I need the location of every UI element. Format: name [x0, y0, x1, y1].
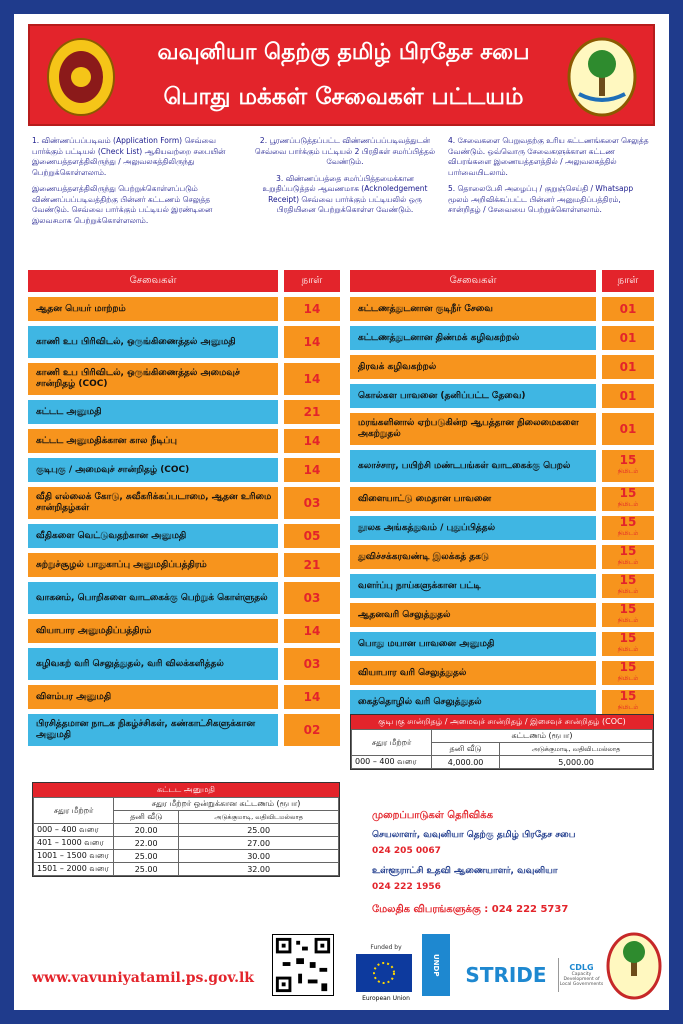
right-days-cell	[602, 355, 654, 379]
right-service-row: பொது மயான பாவனை அனுமதி	[350, 632, 596, 656]
left-service-row: குடிபுகு / அமைவுச் சான்றிதழ் (COC)	[28, 458, 278, 482]
right-days-unit: நிமிடம்	[617, 588, 639, 595]
right-days-cell	[602, 690, 654, 714]
coc-fee-table	[350, 714, 654, 770]
building-col-house: தனி வீடு	[114, 811, 179, 824]
cdlg-logo	[558, 958, 604, 992]
right-days-unit: நிமிடம்	[617, 468, 639, 475]
left-days-value: 14	[303, 433, 321, 448]
left-days-value: 14	[303, 462, 321, 477]
left-days-cell	[284, 458, 340, 482]
left-days-cell	[284, 553, 340, 577]
coc-other-fee: 5,000.00	[500, 756, 653, 769]
left-days-value: 03	[303, 495, 321, 510]
right-days-cell	[602, 450, 654, 482]
council-name: வவுனியா தெற்கு தமிழ் பிரதேச சபை	[157, 40, 530, 65]
left-days-value: 14	[303, 334, 321, 349]
left-service-row: வாகனம், பொறிகளை வாடகைக்கு பெற்றுக் கொள்ளுதல்	[28, 582, 278, 614]
right-days-value: 15	[619, 602, 637, 616]
sri-lanka-emblem-icon	[44, 36, 118, 118]
table-row	[34, 837, 339, 850]
left-days-cell	[284, 714, 340, 746]
council-logo-icon	[565, 36, 639, 118]
table-row	[34, 850, 339, 863]
funded-by-label: Funded by	[370, 943, 402, 951]
stride-logo: STRIDE	[465, 963, 547, 987]
right-days-value: 15	[619, 689, 637, 703]
building-col-area: சதுர மீற்றர்	[34, 798, 114, 824]
step-text: 3. விண்ணப்பத்தை சமர்ப்பித்தமைக்கான உறுதிப்படுத்தல் ஆவணமாக (Acknoledgement Receipt) செவ்வை பார்க்கும் பட்டியலில் ஒரு பிரதியினை பெற்றுக்கொள்ள வேண்டும்.	[262, 173, 428, 214]
right-days-unit: நிமிடம்	[617, 646, 639, 653]
building-other-cell: 27.00	[179, 837, 339, 850]
right-days-cell	[602, 545, 654, 569]
left-days-value: 21	[303, 404, 321, 419]
left-service-row: விளம்பர அனுமதி	[28, 685, 278, 709]
footer	[14, 914, 669, 1010]
right-days-value: 01	[619, 359, 637, 374]
complaints-phone-1: 024 205 0067	[372, 846, 441, 856]
right-days-value: 15	[619, 486, 637, 500]
right-days-value: 01	[619, 388, 637, 403]
right-service-row: திரவக் கழிவகற்றல்	[350, 355, 596, 379]
cdlg-sub-label: Capacity Development of Local Governments	[559, 972, 604, 987]
table-row	[352, 756, 653, 769]
right-days-value: 15	[619, 544, 637, 558]
building-other-cell: 32.00	[179, 863, 339, 876]
left-days-value: 03	[303, 590, 321, 605]
left-days-value: 14	[303, 623, 321, 638]
left-days-value: 05	[303, 528, 321, 543]
right-days-value: 01	[619, 421, 637, 436]
right-service-row: கொல்கள பாவனை (தனிப்பட்ட தேவை)	[350, 384, 596, 408]
left-days-value: 21	[303, 557, 321, 572]
building-house-cell: 22.00	[114, 837, 179, 850]
left-service-row: வீதி எல்லைக் கோடு, சுவீகரிக்கப்படாமை, ஆதன உரிமை சான்றிதழ்கள்	[28, 487, 278, 519]
right-service-row: மரங்களினால் ஏற்படுகின்ற ஆபத்தான நிலைமைகளை அகற்றுதல்	[350, 413, 596, 445]
right-days-cell	[602, 516, 654, 540]
left-service-row: சுற்றுச்சூழல் பாதுகாப்பு அனுமதிப்பத்திரம்	[28, 553, 278, 577]
left-service-row: வியாபார அனுமதிப்பத்திரம்	[28, 619, 278, 643]
instructions-col-2	[250, 136, 440, 222]
left-days-cell	[284, 297, 340, 321]
building-range-cell: 401 – 1000 வரை	[34, 837, 114, 850]
right-days-cell	[602, 326, 654, 350]
left-service-row: கட்டட அனுமதி	[28, 400, 278, 424]
coc-col-other: அடுக்குமாடி, வதிவிடமல்லாத	[500, 743, 653, 756]
page-title: பொது மக்கள் சேவைகள் பட்டயம்	[163, 84, 524, 110]
step-text: 5. தொலைபேசி அழைப்பு / குறுஞ்செய்தி / Whatsapp மூலம் அறிவிக்கப்பட்ட பின்னர் அனுமதிப்பத்திரம், சான்றிதழ் / சேவையை பெற்றுக்கொள்ளலாம்.	[448, 184, 634, 214]
table-row	[34, 824, 339, 837]
building-house-cell: 25.00	[114, 863, 179, 876]
right-days-value: 15	[619, 515, 637, 529]
right-service-row: ஆதனவரி செலுத்துதல்	[350, 603, 596, 627]
left-service-row: காணி உப பிரிவிடல், ஒருங்கிணைத்தல் அனுமதி	[28, 326, 278, 358]
left-service-header: சேவைகள்	[28, 270, 278, 292]
building-house-cell: 25.00	[114, 850, 179, 863]
right-days-cell	[602, 384, 654, 408]
building-fee-table	[32, 782, 340, 877]
building-col-other: அடுக்குமாடி, வதிவிடமல்லாத	[179, 811, 339, 824]
right-days-cell	[602, 413, 654, 445]
step-text: 4. சேவைகளை பெறுவதற்கு உரிய கட்டணங்களை செலுத்த வேண்டும். ஒவ்வொரு சேவைகளுக்கான கட்டண விபரங்களை இணையத்தளத்தில் / அலுவலகத்தில் பார்வையிடலாம்.	[448, 136, 649, 177]
complaints-line-1: செயலாளர், வவுனியா தெற்கு தமிழ் பிரதேச சபை	[372, 830, 576, 840]
instructions-col-1	[32, 136, 242, 232]
right-service-row: கட்டணத்துடனான குடிநீர் சேவை	[350, 297, 596, 321]
left-days-cell	[284, 619, 340, 643]
left-days-cell	[284, 685, 340, 709]
left-days-cell	[284, 363, 340, 395]
header-banner	[28, 24, 655, 126]
right-service-row: கைத்தொழில் வரி செலுத்துதல்	[350, 690, 596, 714]
left-days-cell	[284, 524, 340, 548]
right-service-row: வளர்ப்பு நாய்களுக்கான பட்டி	[350, 574, 596, 598]
right-days-cell	[602, 297, 654, 321]
coc-col-house: தனி வீடு	[432, 743, 500, 756]
left-service-row: வீதிகளை வெட்டுவதற்கான அனுமதி	[28, 524, 278, 548]
building-fee-caption: கட்டட அனுமதி	[33, 783, 339, 797]
right-days-cell	[602, 574, 654, 598]
undp-label: UNDP	[432, 953, 440, 977]
cdlg-label: CDLG	[569, 963, 594, 972]
right-service-row: துவிச்சக்கரவண்டி இலக்கத் தகடு	[350, 545, 596, 569]
building-range-cell: 1001 – 1500 வரை	[34, 850, 114, 863]
left-service-row: கழிவகற் வரி செலுத்துதல், வரி விலக்களித்தல்	[28, 648, 278, 680]
right-days-unit: நிமிடம்	[617, 617, 639, 624]
right-service-row: நூலக அங்கத்துவம் / புதுப்பித்தல்	[350, 516, 596, 540]
building-other-cell: 30.00	[179, 850, 339, 863]
left-days-value: 14	[303, 301, 321, 316]
undp-logo	[422, 934, 450, 996]
left-days-value: 14	[303, 371, 321, 386]
building-col-fee: சதுர மீற்றர் ஒன்றுக்கான கட்டணம் (ரூபா)	[114, 798, 339, 811]
eu-label: European Union	[362, 994, 410, 1002]
coc-house-fee: 4,000.00	[432, 756, 500, 769]
step-text: 2. பூரணப்படுத்தப்பட்ட விண்ணப்பப்படிவத்துடன் செவ்வை பார்க்கும் பட்டியல் 2 பிரதிகள் சமர்ப்பித்தல் வேண்டும்.	[254, 136, 436, 166]
building-range-cell: 1501 – 2000 வரை	[34, 863, 114, 876]
right-days-value: 15	[619, 453, 637, 467]
more-info-label: மேலதிக விபரங்களுக்கு :	[372, 904, 489, 915]
right-days-unit: நிமிடம்	[617, 501, 639, 508]
left-service-row: ஆதன பெயர் மாற்றம்	[28, 297, 278, 321]
right-days-unit: நிமிடம்	[617, 675, 639, 682]
right-days-cell	[602, 487, 654, 511]
right-days-value: 01	[619, 330, 637, 345]
step-text: இணையத்தளத்திலிருந்து பெற்றுக்கொள்ளப்படும் விண்ணப்பப்படிவத்திற்கு பின்னர் கட்டணம் செலுத்த வேண்டும். செவ்வை பார்க்கும் பட்டியல் இரண்டினை இலவசமாக பெற்றுக்கொள்ளலாம்.	[32, 184, 213, 225]
left-service-row: காணி உப பிரிவிடல், ஒருங்கிணைத்தல் அமைவுச் சான்றிதழ் (COC)	[28, 363, 278, 395]
left-service-row: கட்டட அனுமதிக்கான கால நீடிப்பு	[28, 429, 278, 453]
eu-flag-icon	[356, 954, 412, 992]
website-link[interactable]: www.vavuniyatamil.ps.gov.lk	[32, 970, 254, 986]
left-days-cell	[284, 582, 340, 614]
right-days-cell	[602, 632, 654, 656]
district-emblem-icon	[606, 932, 662, 1000]
left-days-cell	[284, 487, 340, 519]
left-days-header: நாள்	[284, 270, 340, 292]
poster	[14, 14, 669, 1010]
right-days-unit: நிமிடம்	[617, 559, 639, 566]
right-days-cell	[602, 661, 654, 685]
coc-fee-caption: குடிபுகு சான்றிதழ் / அமைவுச் சான்றிதழ் / இசைவுச் சான்றிதழ் (COC)	[351, 715, 653, 729]
left-days-cell	[284, 326, 340, 358]
right-days-header: நாள்	[602, 270, 654, 292]
right-service-row: விளையாட்டு மைதான பாவனை	[350, 487, 596, 511]
complaints-line-2: உள்ளூராட்சி உதவி ஆணையாளர், வவுனியா	[372, 866, 558, 876]
complaints-phone-2: 024 222 1956	[372, 882, 441, 892]
left-days-value: 02	[303, 722, 321, 737]
right-days-value: 15	[619, 660, 637, 674]
step-text: 1. விண்ணப்பப்படிவம் (Application Form) செவ்வை பார்க்கும் பட்டியல் (Check List) ஆகியவற்றை சபையின் இணையத்தளத்திலிருந்து / அலுவலகத்திலிருந்து பெற்றுக்கொள்ளலாம்.	[32, 136, 226, 177]
right-days-value: 01	[619, 301, 637, 316]
building-other-cell: 25.00	[179, 824, 339, 837]
coc-range: 000 – 400 வரை	[352, 756, 432, 769]
right-service-row: கட்டணத்துடனான திண்மக் கழிவகற்றல்	[350, 326, 596, 350]
left-days-cell	[284, 429, 340, 453]
building-range-cell: 000 – 400 வரை	[34, 824, 114, 837]
right-days-unit: நிமிடம்	[617, 530, 639, 537]
left-days-cell	[284, 400, 340, 424]
right-service-row: கலாச்சார, பயிற்சி மண்டபங்கள் வாடகைக்கு பெறல்	[350, 450, 596, 482]
qr-code-icon	[272, 934, 334, 996]
left-days-value: 14	[303, 689, 321, 704]
complaints-heading: முறைப்பாடுகள் தெரிவிக்க	[372, 810, 493, 821]
coc-col-area: சதுர மீற்றர்	[352, 730, 432, 756]
left-days-value: 03	[303, 656, 321, 671]
building-house-cell: 20.00	[114, 824, 179, 837]
left-days-cell	[284, 648, 340, 680]
instructions-col-3	[448, 136, 653, 222]
more-info-phone: 024 222 5737	[491, 904, 569, 915]
right-days-value: 15	[619, 631, 637, 645]
right-service-header: சேவைகள்	[350, 270, 596, 292]
right-days-unit: நிமிடம்	[617, 704, 639, 711]
right-days-cell	[602, 603, 654, 627]
left-service-row: பிரசித்தமான நாடக நிகழ்ச்சிகள், கண்காட்சிகளுக்கான அனுமதி	[28, 714, 278, 746]
right-days-value: 15	[619, 573, 637, 587]
table-row	[34, 863, 339, 876]
right-service-row: வியாபார வரி செலுத்துதல்	[350, 661, 596, 685]
coc-col-fee: கட்டணம் (ரூபா)	[432, 730, 653, 743]
